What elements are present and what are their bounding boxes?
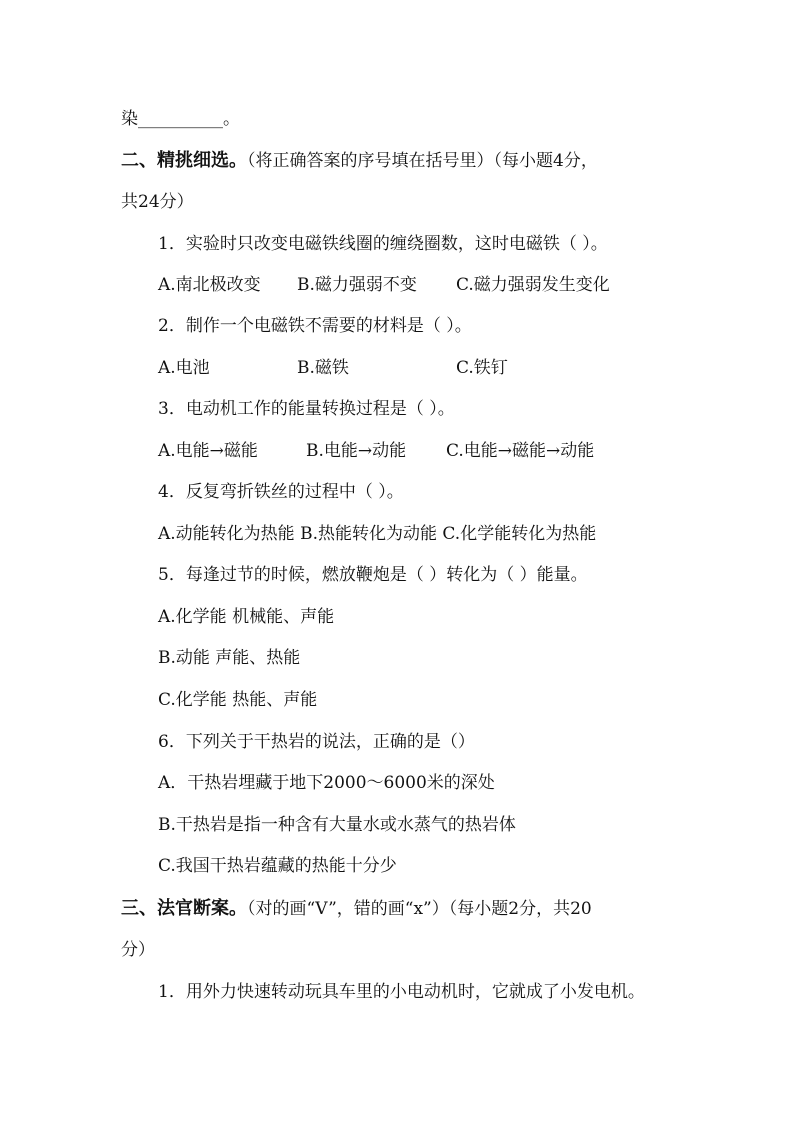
section-2-note: （将正确答案的序号填在括号里）（每小题4分， [247,151,598,171]
q1-option-b: B.磁力强弱不变 [297,275,417,295]
q6-option-c: C.我国干热岩蕴藏的热能十分少 [158,856,397,876]
q2-option-c: C.铁钉 [456,358,508,378]
section-3-heading [121,898,592,920]
q5-option-c: C.化学能 热能、声能 [158,690,318,710]
question-4-options: A.动能转化为热能 B.热能转化为动能 C.化学能转化为热能 [158,524,597,544]
previous-question-tail: 染__________。 [121,109,240,129]
question-3-stem: 3．电动机工作的能量转换过程是（ ）。 [158,399,455,419]
section-3-note: （对的画“V”，错的画“x”）（每小题2分，共20 [247,899,592,919]
q6-option-a: A．干热岩埋藏于地下2000～6000米的深处 [158,773,495,793]
question-5-stem: 5．每逢过节的时候，燃放鞭炮是（ ）转化为（ ）能量。 [158,565,588,585]
q1-option-c: C.磁力强弱发生变化 [456,275,610,295]
question-4-stem: 4．反复弯折铁丝的过程中（ ）。 [158,482,404,502]
question-6-stem: 6．下列关于干热岩的说法，正确的是（） [158,732,475,752]
section-2-note-cont: 共24分） [121,192,194,212]
q3-option-a: A.电能→磁能 [158,441,258,461]
question-1-stem: 1．实验时只改变电磁铁线圈的缠绕圈数，这时电磁铁（ ）。 [158,234,608,254]
q2-option-a: A.电池 [158,358,210,378]
section-3-note-cont: 分） [121,940,155,960]
question-2-stem: 2．制作一个电磁铁不需要的材料是（ ）。 [158,316,472,336]
q6-option-b: B.干热岩是指一种含有大量水或水蒸气的热岩体 [158,815,516,835]
q1-option-a: A.南北极改变 [158,275,261,295]
section-2-title: 二、精挑细选。 [121,150,247,171]
section-3-question-1: 1．用外力快速转动玩具车里的小电动机时，它就成了小发电机。 [158,982,645,1002]
q5-option-b: B.动能 声能、热能 [158,648,301,668]
q5-option-a: A.化学能 机械能、声能 [158,607,335,627]
section-2-heading [121,150,598,172]
q2-option-b: B.磁铁 [297,358,349,378]
q3-option-b: B.电能→动能 [306,441,407,461]
section-3-title: 三、法官断案。 [121,898,247,919]
q3-option-c: C.电能→磁能→动能 [446,441,595,461]
